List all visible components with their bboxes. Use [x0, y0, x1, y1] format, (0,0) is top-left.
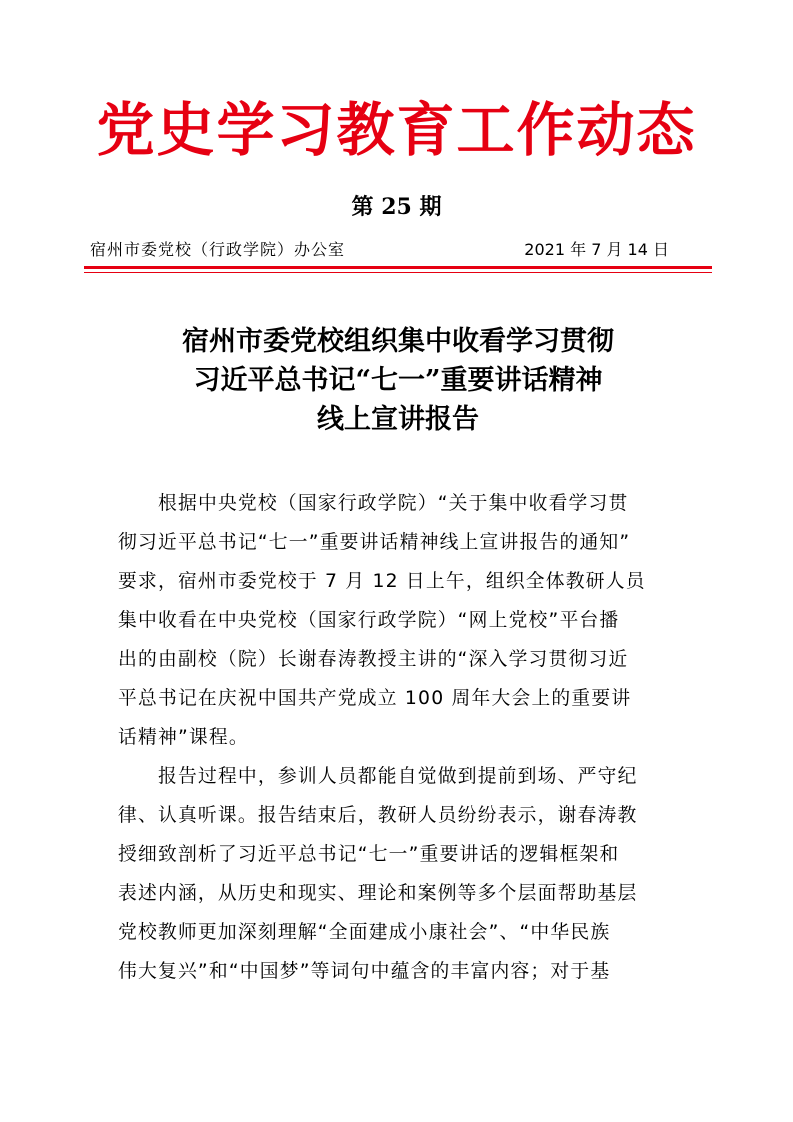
- headline-line: 习近平总书记“七一”重要讲话精神: [193, 365, 603, 396]
- masthead-title: 党史学习教育工作动态: [96, 96, 697, 164]
- body-line: 党校教师更加深刻理解“全面建成小康社会”、“中华民族: [118, 922, 611, 943]
- paragraph-2: [118, 757, 688, 991]
- article-headline: [84, 322, 712, 439]
- body-line: 要求，宿州市委党校于 7 月 12 日上午，组织全体教研人员: [118, 571, 646, 592]
- body-line: 授细致剖析了习近平总书记“七一”重要讲话的逻辑框架和: [118, 844, 620, 865]
- paragraph-1: [118, 484, 688, 757]
- issue-number: 第 25 期: [351, 194, 442, 220]
- body-line: 根据中央党校（国家行政学院）“关于集中收看学习贯: [158, 493, 629, 514]
- body-line: 伟大复兴”和“中国梦”等词句中蕴含的丰富内容；对于基: [118, 961, 611, 982]
- red-rule-thick: [84, 266, 712, 269]
- issue-date: 2021 年 7 月 14 日: [524, 240, 669, 259]
- body-line: 表述内涵，从历史和现实、理论和案例等多个层面帮助基层: [118, 883, 638, 904]
- red-rule-thin: [84, 272, 712, 273]
- body-line: 律、认真听课。报告结束后，教研人员纷纷表示，谢春涛教: [118, 805, 638, 826]
- body-line: 彻习近平总书记“七一”重要讲话精神线上宣讲报告的通知”: [118, 532, 631, 553]
- body-line: 话精神”课程。: [118, 727, 249, 748]
- body-line: 报告过程中，参训人员都能自觉做到提前到场、严守纪: [158, 766, 638, 787]
- body-line: 平总书记在庆祝中国共产党成立 100 周年大会上的重要讲: [118, 688, 632, 709]
- article-body: [118, 484, 688, 991]
- issuing-office: 宿州市委党校（行政学院）办公室: [90, 240, 346, 259]
- body-line: 集中收看在中央党校（国家行政学院）“网上党校”平台播: [118, 610, 620, 631]
- body-line: 出的由副校（院）长谢春涛教授主讲的“深入学习贯彻习近: [118, 649, 629, 670]
- headline-line: 宿州市委党校组织集中收看学习贯彻: [182, 326, 614, 357]
- headline-line: 线上宣讲报告: [317, 404, 479, 435]
